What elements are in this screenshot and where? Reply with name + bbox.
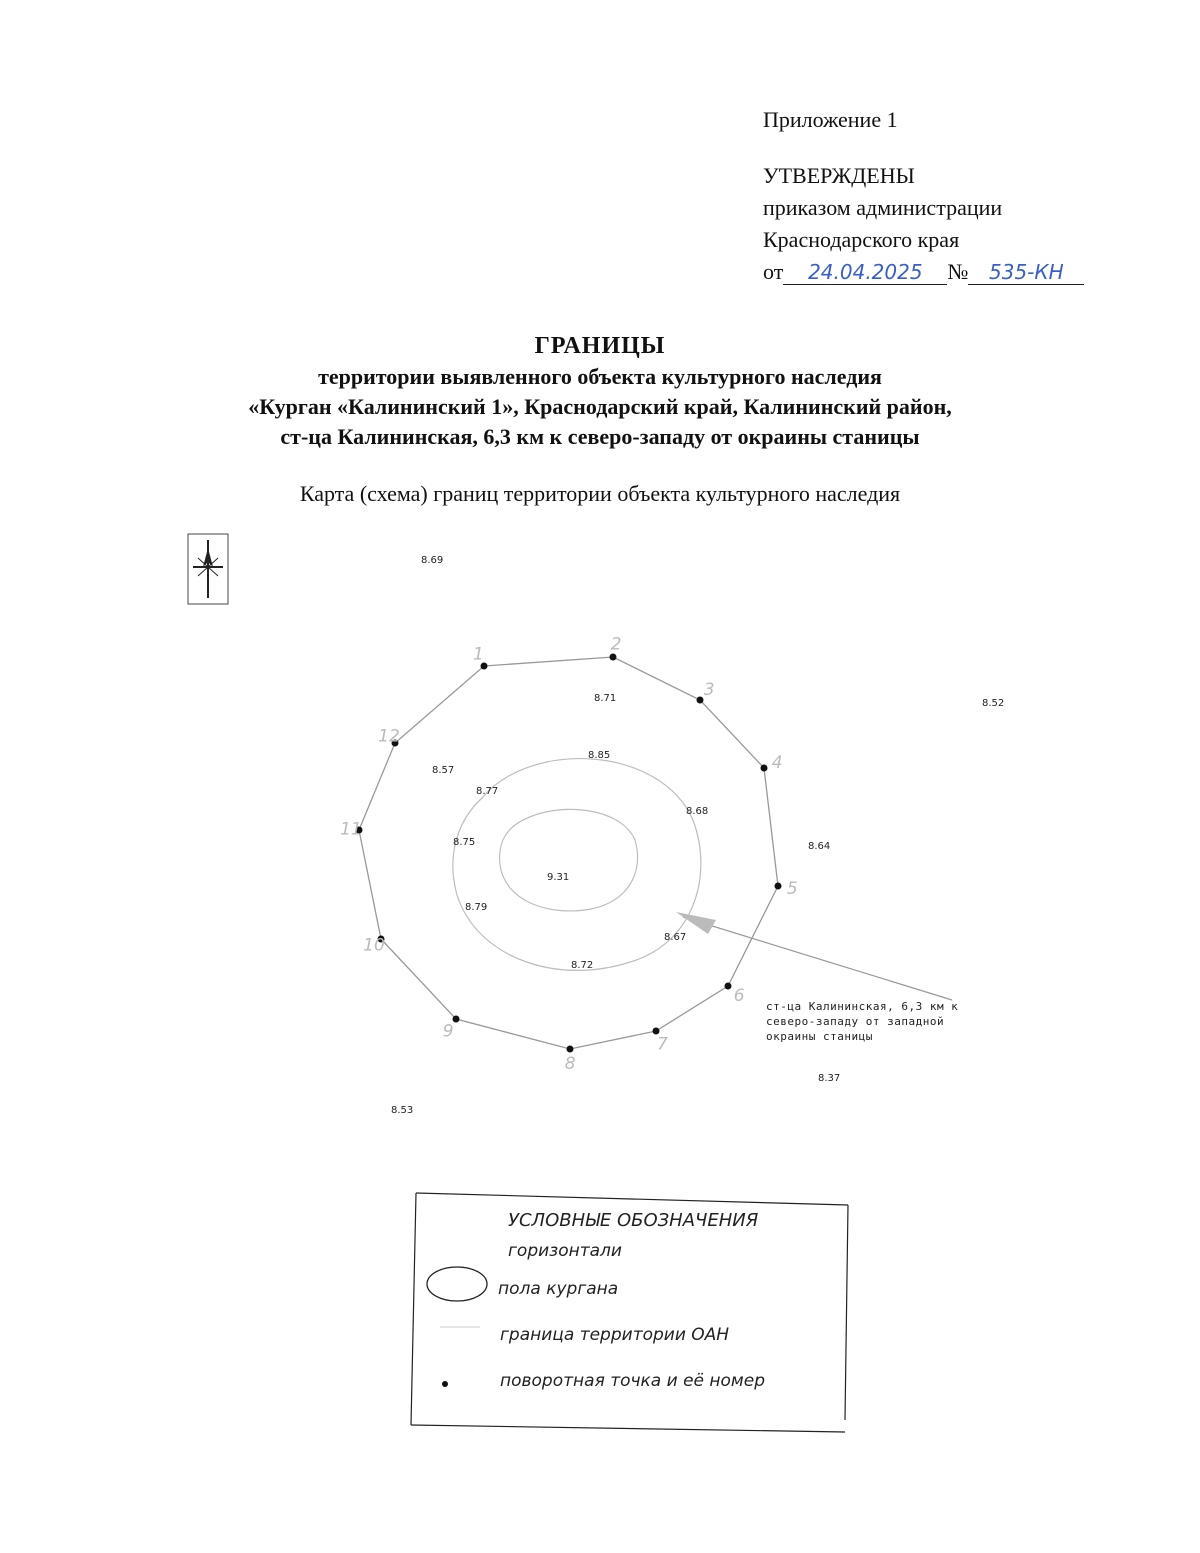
elevation-mark: 8.68 bbox=[686, 806, 709, 817]
location-note-line-2: северо-западу от западной bbox=[766, 1015, 945, 1028]
title-line-3: ст-ца Калининская, 6,3 км к северо-западу от окраины станицы bbox=[280, 424, 920, 449]
legend-boundary: граница территории ОАН bbox=[500, 1325, 730, 1345]
turning-point-label: 6 bbox=[733, 986, 745, 1007]
turning-point-label: 8 bbox=[564, 1053, 576, 1074]
turning-point-label: 7 bbox=[656, 1034, 668, 1055]
turning-point-3 bbox=[697, 697, 704, 704]
approval-date: 24.04.2025 bbox=[783, 260, 947, 285]
elevation-mark: 8.69 bbox=[421, 555, 444, 566]
turning-point-label: 9 bbox=[442, 1021, 454, 1042]
turning-point-label: 11 bbox=[340, 819, 362, 840]
turning-point-label: 2 bbox=[610, 634, 622, 655]
elevation-mark: 8.71 bbox=[594, 693, 617, 704]
elevation-mark: 8.72 bbox=[571, 960, 594, 971]
turning-point-label: 4 bbox=[771, 753, 783, 774]
turning-point-4 bbox=[761, 765, 768, 772]
approval-number: 535-КН bbox=[968, 260, 1084, 285]
contour-inner bbox=[500, 809, 638, 911]
location-leader bbox=[676, 912, 952, 1000]
approved-heading: УТВЕРЖДЕНЫ bbox=[763, 163, 915, 188]
approval-line-1: приказом администрации bbox=[763, 195, 1003, 220]
turning-point-label: 12 bbox=[378, 726, 400, 747]
elevation-mark: 8.79 bbox=[465, 902, 488, 913]
turning-point-5 bbox=[775, 883, 782, 890]
legend-contours: горизонтали bbox=[508, 1241, 622, 1261]
elevation-mark: 8.77 bbox=[476, 786, 499, 797]
elevation-mark: 9.31 bbox=[547, 872, 570, 883]
elevation-mark: 8.75 bbox=[453, 837, 476, 848]
location-note-line-3: окраины станицы bbox=[766, 1030, 873, 1043]
elevation-mark: 8.37 bbox=[818, 1073, 841, 1084]
territory-boundary bbox=[359, 657, 778, 1049]
turning-point-label: 3 bbox=[703, 680, 715, 701]
elevation-mark: 8.53 bbox=[391, 1105, 414, 1116]
turning-points bbox=[340, 634, 798, 1074]
north-arrow-icon bbox=[188, 534, 228, 604]
approval-line-2: Краснодарского края bbox=[763, 227, 960, 252]
turning-point-7 bbox=[653, 1028, 660, 1035]
elevation-mark: 8.64 bbox=[808, 841, 831, 852]
legend-mound-floor: пола кургана bbox=[498, 1279, 619, 1299]
from-label: от bbox=[763, 259, 784, 284]
number-label: № bbox=[947, 259, 969, 284]
legend-turning-point: поворотная точка и её номер bbox=[500, 1371, 765, 1391]
elevation-mark: 8.52 bbox=[982, 698, 1005, 709]
turning-point-label: 1 bbox=[473, 644, 484, 665]
title-main: ГРАНИЦЫ bbox=[534, 333, 666, 359]
title-line-2: «Курган «Калининский 1», Краснодарский край, Калининский район, bbox=[248, 394, 952, 419]
location-note-line-1: ст-ца Калининская, 6,3 км к bbox=[766, 1000, 959, 1013]
elevation-mark: 8.85 bbox=[588, 750, 611, 761]
turning-point-label: 10 bbox=[363, 935, 385, 956]
turning-point-6 bbox=[725, 983, 732, 990]
turning-point-icon bbox=[442, 1381, 448, 1387]
mound-floor-icon bbox=[427, 1267, 487, 1301]
map-subtitle: Карта (схема) границ территории объекта культурного наследия bbox=[299, 481, 901, 506]
turning-point-2 bbox=[610, 654, 617, 661]
title-line-1: территории выявленного объекта культурного наследия bbox=[318, 364, 882, 389]
legend-title: УСЛОВНЫЕ ОБОЗНАЧЕНИЯ bbox=[508, 1210, 759, 1231]
legend bbox=[411, 1193, 848, 1432]
turning-point-8 bbox=[567, 1046, 574, 1053]
elevation-mark: 8.67 bbox=[664, 932, 687, 943]
elevation-mark: 8.57 bbox=[432, 765, 455, 776]
appendix-label: Приложение 1 bbox=[763, 107, 898, 132]
turning-point-label: 5 bbox=[786, 879, 798, 900]
